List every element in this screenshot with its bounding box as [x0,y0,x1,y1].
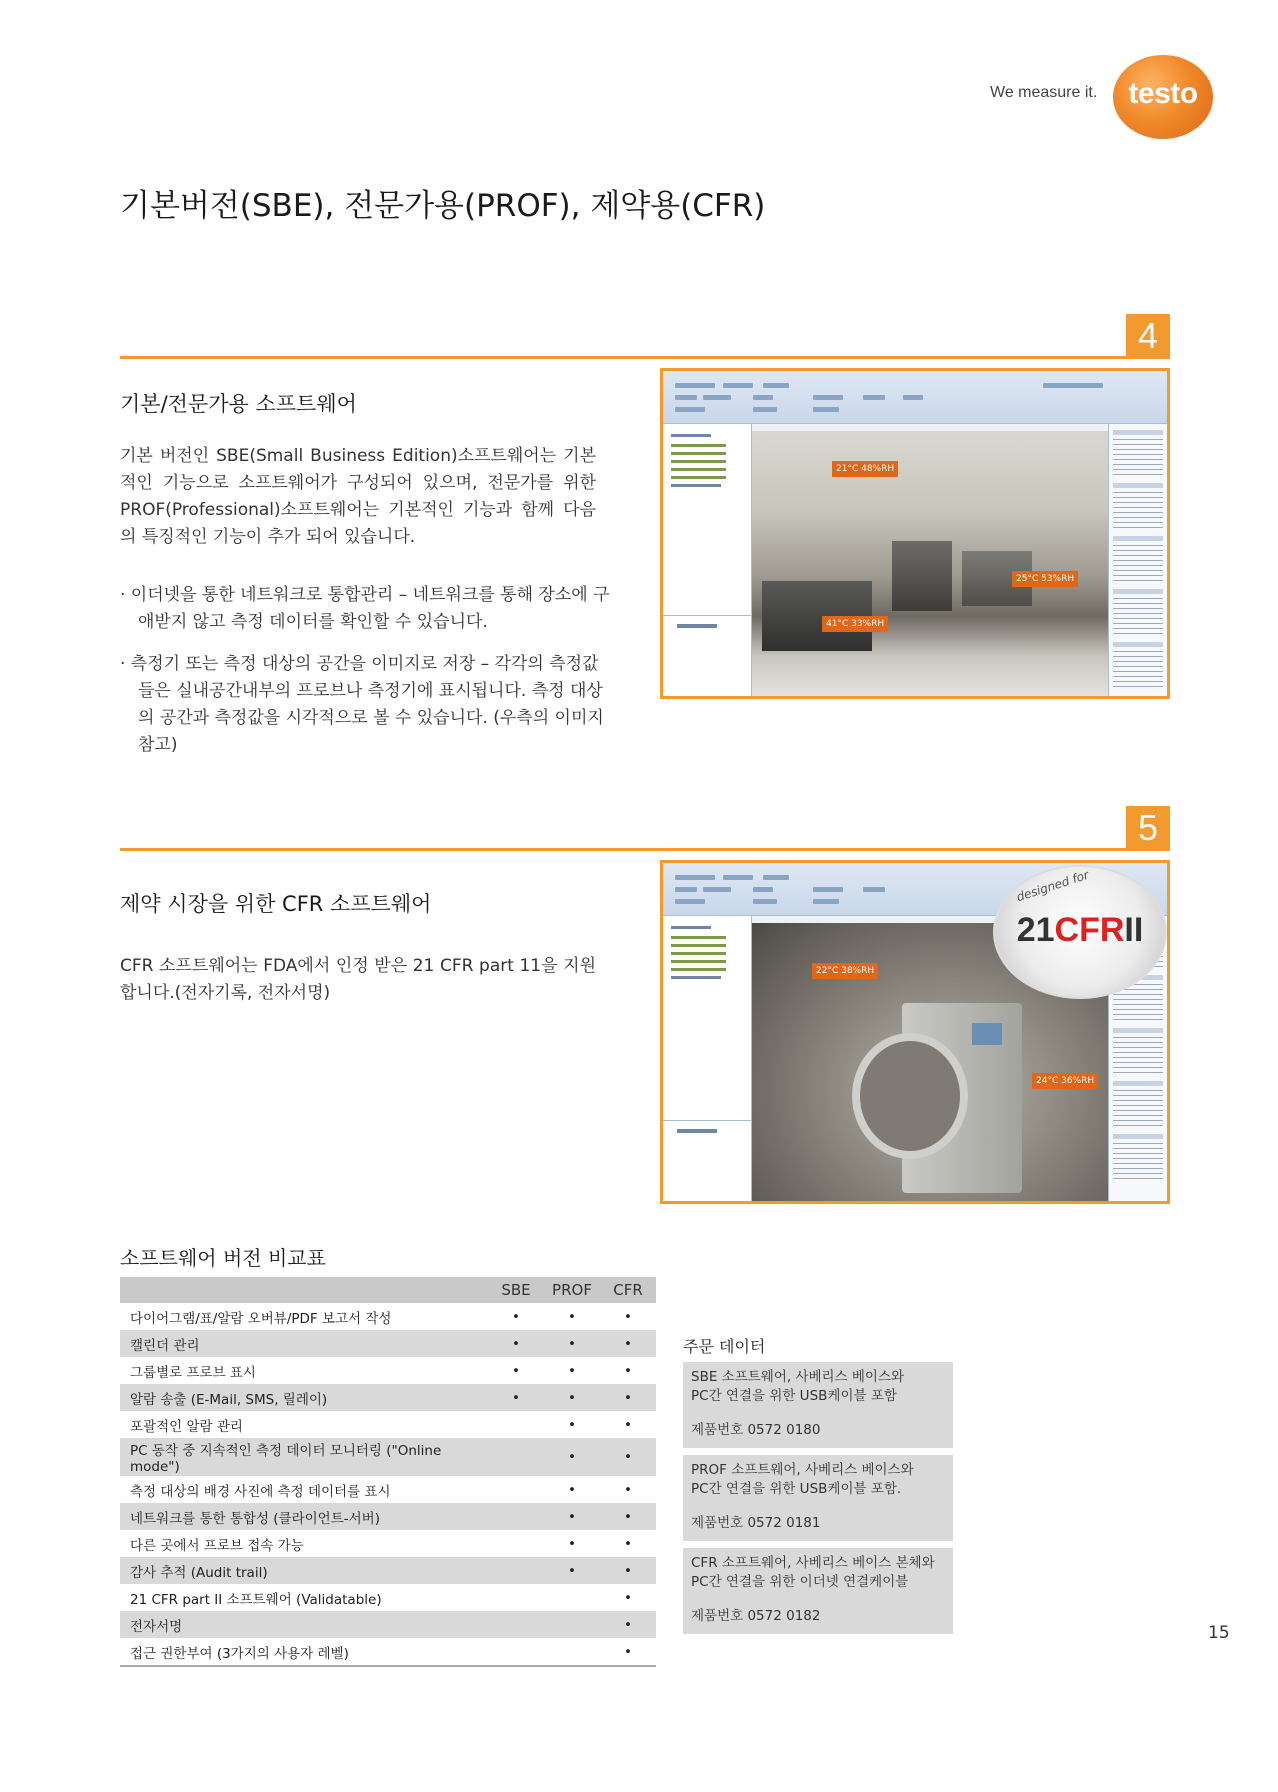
sbe-mark [488,1438,544,1476]
prof-mark [544,1584,600,1611]
prof-mark [544,1638,600,1666]
table-row [120,1476,656,1503]
prof-mark: • [544,1330,600,1357]
table-row [120,1584,656,1611]
row-label: 다이어그램/표/알람 오버뷰/PDF 보고서 작성 [130,1310,392,1327]
row-label: 21 CFR part II 소프트웨어 (Validatable) [130,1591,382,1608]
sensor-tag: 25°C 53%RH [1012,571,1078,587]
row-label: 캘린더 관리 [120,1330,488,1357]
row-label: 접근 권한부여 (3가지의 사용자 레벨) [120,1638,488,1666]
sbe-mark [488,1638,544,1666]
sensor-tag: 41°C 33%RH [822,616,888,632]
sensor-tag: 24°C 36%RH [1032,1073,1098,1089]
sbe-mark [488,1530,544,1557]
sbe-mark [488,1503,544,1530]
cfr-mark: • [600,1438,656,1476]
order-desc: PC간 연결을 위한 USB케이블 포함. [691,1481,902,1497]
table-header-row [120,1277,656,1303]
seal-prefix: designed for [1014,867,1091,905]
row-label: 전자서명 [120,1611,488,1638]
prof-mark: • [568,1481,576,1498]
sbe-mark: • [488,1384,544,1411]
row-label: 그룹별로 프로브 표시 [130,1364,256,1381]
sensor-tag: 21°C 48%RH [832,461,898,477]
table-row [120,1557,656,1584]
order-box-prof [683,1455,953,1541]
sbe-mark [488,1584,544,1611]
sensor-tag: 22°C 38%RH [812,963,878,979]
column-cfr: CFR [600,1277,656,1303]
page-title: 기본버전(SBE), 전문가용(PROF), 제약용(CFR) [120,188,766,224]
page-number: 15 [1208,1623,1230,1643]
table-row [120,1411,656,1438]
cfr-mark: • [624,1589,632,1606]
row-label: 포괄적인 알람 관리 [130,1418,243,1435]
table-row [120,1384,656,1411]
prof-mark: • [544,1384,600,1411]
cfr-mark: • [624,1416,632,1433]
table-row [120,1530,656,1557]
order-box-cfr [683,1548,953,1634]
prof-mark [544,1611,600,1638]
section-4-badge: 4 [1126,314,1170,358]
row-label: 감사 추적 (Audit trail) [120,1557,488,1584]
order-desc: PROF 소프트웨어, 사베리스 베이스와 [691,1462,914,1478]
section-4-bullet-2: · 측정기 또는 측정 대상의 공간을 이미지로 저장 – 각각의 측정값들은 실내공간내부의 프로브나 측정기에 표시됩니다. 측정 대상의 공간과 측정값을 시각적으로 볼 수 있습니다. (우측의 이미지 참고) [120,654,604,755]
logo-text: testo [1128,77,1198,110]
section-5-paragraph: CFR 소프트웨어는 FDA에서 인정 받은 21 CFR part 11을 지원합니다.(전자기록, 전자서명) [120,956,596,1003]
testo-logo [1113,55,1213,139]
table-header-label [120,1277,488,1303]
prof-mark: • [568,1308,576,1325]
cfr-mark: • [600,1557,656,1584]
cfr-mark: • [600,1330,656,1357]
21-cfr-ii-seal [993,865,1167,999]
sbe-mark [488,1557,544,1584]
order-desc: CFR 소프트웨어, 사베리스 베이스 본체와 [691,1555,935,1571]
sbe-mark: • [512,1362,520,1379]
column-sbe: SBE [488,1277,544,1303]
software-screenshot-cfr [660,860,1170,1204]
brand-tagline: We measure it. [990,84,1098,101]
section-4-bullet-1: · 이더넷을 통한 네트워크로 통합관리 – 네트워크를 통해 장소에 구애받지 않고 측정 데이터를 확인할 수 있습니다. [120,585,610,632]
sbe-mark: • [488,1330,544,1357]
column-prof: PROF [544,1277,600,1303]
section-5-heading: 제약 시장을 위한 CFR 소프트웨어 [120,892,432,916]
order-part-number: 제품번호 0572 0181 [691,1515,821,1531]
table-row [120,1303,656,1330]
section-4-rule [120,356,1170,359]
prof-mark: • [544,1557,600,1584]
order-data-title: 주문 데이터 [683,1337,766,1356]
row-label: PC 동작 중 지속적인 측정 데이터 모니터링 ("Online mode") [120,1438,488,1476]
sbe-mark [488,1476,544,1503]
section-4-heading: 기본/전문가용 소프트웨어 [120,392,357,416]
row-label: 측정 대상의 배경 사진에 측정 데이터를 표시 [130,1483,391,1500]
table-row [120,1357,656,1384]
order-box-sbe [683,1362,953,1448]
cfr-mark: • [624,1481,632,1498]
sbe-mark [488,1611,544,1638]
prof-mark: • [544,1438,600,1476]
section-4-paragraph: 기본 버전인 SBE(Small Business Edition)소프트웨어는 기본적인 기능으로 소프트웨어가 구성되어 있으며, 전문가를 위한 PROF(Professional)소프트웨어는 기본적인 기능과 함께 다음의 특징적인 기능이 추가 되어 있습니다. [120,446,596,547]
order-desc: PC간 연결을 위한 이더넷 연결케이블 [691,1574,909,1590]
screenshot-ribbon [663,371,1167,424]
cfr-mark: • [600,1503,656,1530]
cfr-mark: • [600,1611,656,1638]
order-desc: PC간 연결을 위한 USB케이블 포함 [691,1388,897,1404]
table-row [120,1503,656,1530]
section-5-badge: 5 [1126,806,1170,850]
order-desc: SBE 소프트웨어, 사베리스 베이스와 [691,1369,905,1385]
cfr-mark: • [624,1535,632,1552]
prof-mark: • [568,1362,576,1379]
cfr-mark: • [600,1638,656,1666]
prof-mark: • [568,1535,576,1552]
software-screenshot-sbe-prof [660,368,1170,699]
prof-mark: • [544,1503,600,1530]
comparison-table [120,1277,656,1667]
table-row [120,1330,656,1357]
sbe-mark [488,1411,544,1438]
sbe-mark: • [512,1308,520,1325]
order-part-number: 제품번호 0572 0180 [691,1422,821,1438]
printing-hall-photo [752,431,1108,696]
comparison-title: 소프트웨어 버전 비교표 [120,1246,326,1270]
row-label: 알람 송출 (E-Mail, SMS, 릴레이) [120,1384,488,1411]
table-row [120,1611,656,1638]
row-label: 네트워크를 통한 통합성 (클라이언트-서버) [120,1503,488,1530]
row-label: 다른 곳에서 프로브 접속 가능 [130,1537,304,1554]
section-5-rule [120,848,1170,851]
cfr-mark: • [624,1362,632,1379]
cfr-mark: • [600,1384,656,1411]
table-row [120,1638,656,1666]
seal-text: 21CFRII [1016,911,1144,949]
table-row [120,1438,656,1476]
screenshot-tree-panel [663,916,752,1201]
cfr-mark: • [624,1308,632,1325]
prof-mark: • [568,1416,576,1433]
order-part-number: 제품번호 0572 0182 [691,1608,821,1624]
calendar-panel [1108,424,1167,696]
screenshot-tree-panel [663,424,752,696]
